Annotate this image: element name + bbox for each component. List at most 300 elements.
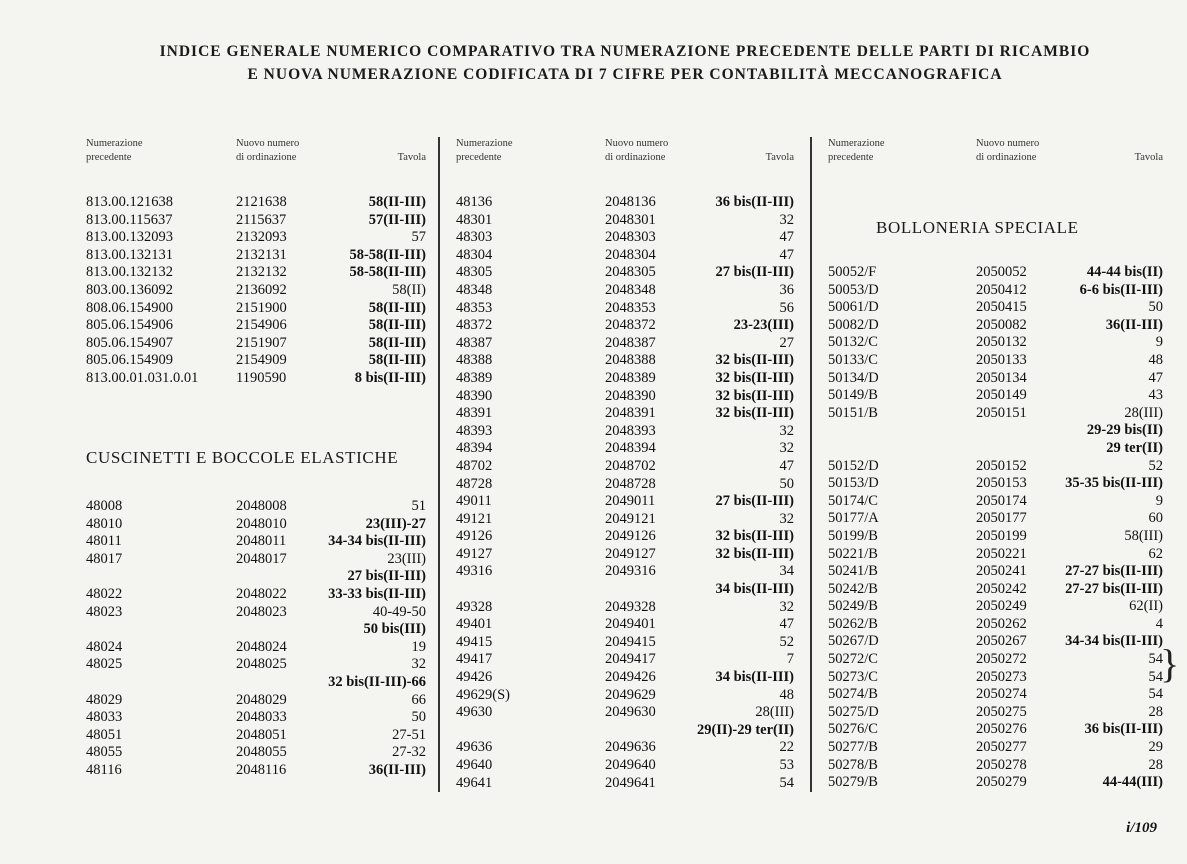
previous-number: 50272/C bbox=[828, 651, 878, 668]
table-ref: 19 bbox=[411, 638, 426, 655]
table-row bbox=[456, 687, 794, 705]
new-order-number: 2050279 bbox=[976, 774, 1027, 791]
new-order-number: 2049011 bbox=[605, 493, 656, 510]
new-order-number: 2048372 bbox=[605, 317, 656, 334]
table-row bbox=[456, 264, 794, 282]
table-ref: 32 bis(II-III) bbox=[715, 387, 794, 404]
previous-number: 48391 bbox=[456, 405, 493, 422]
table-ref: 43 bbox=[1148, 387, 1163, 404]
table-row bbox=[828, 422, 1163, 440]
header-prev-2: precedente bbox=[456, 152, 502, 163]
new-order-number: 2050262 bbox=[976, 615, 1027, 632]
table-ref: 33-33 bis(II-III) bbox=[328, 585, 426, 602]
table-row bbox=[86, 317, 426, 335]
new-order-number: 2049641 bbox=[605, 774, 656, 791]
table-row bbox=[828, 334, 1163, 352]
new-order-number: 2049126 bbox=[605, 528, 656, 545]
previous-number: 50279/B bbox=[828, 774, 878, 791]
table-ref: 58(II) bbox=[392, 281, 426, 298]
table-row bbox=[456, 282, 794, 300]
table-ref: 57 bbox=[411, 229, 426, 246]
new-order-number: 2132131 bbox=[236, 246, 287, 263]
table-ref: 40-49-50 bbox=[372, 603, 426, 620]
previous-number: 48353 bbox=[456, 299, 493, 316]
previous-number: 50151/B bbox=[828, 404, 878, 421]
table-row bbox=[456, 493, 794, 511]
section-title-cuscinetti: CUSCINETTI E BOCCOLE ELASTICHE bbox=[86, 448, 399, 467]
table-ref: 48 bbox=[779, 686, 794, 703]
table-row bbox=[86, 533, 426, 551]
table-ref: 34-34 bis(II-III) bbox=[328, 533, 426, 550]
table-row bbox=[456, 722, 794, 740]
table-row bbox=[456, 476, 794, 494]
new-order-number: 2049629 bbox=[605, 686, 656, 703]
new-order-number: 2048394 bbox=[605, 440, 656, 457]
new-order-number: 2048353 bbox=[605, 299, 656, 316]
table-row bbox=[828, 774, 1163, 792]
table-ref: 4 bbox=[1155, 615, 1163, 632]
previous-number: 49328 bbox=[456, 598, 493, 615]
previous-number: 48303 bbox=[456, 229, 493, 246]
new-order-number: 2050267 bbox=[976, 633, 1027, 650]
table-ref: 34-34 bis(II-III) bbox=[1065, 633, 1163, 650]
previous-number: 48728 bbox=[456, 475, 493, 492]
table-row bbox=[456, 581, 794, 599]
table-ref: 36 bis(II-III) bbox=[1084, 721, 1163, 738]
table-ref: 47 bbox=[779, 246, 794, 263]
table-ref: 9 bbox=[1155, 334, 1163, 351]
table-ref: 27-27 bis(II-III) bbox=[1065, 563, 1163, 580]
previous-number: 48055 bbox=[86, 744, 123, 761]
table-row bbox=[456, 669, 794, 687]
table-ref: 48 bbox=[1148, 351, 1163, 368]
new-order-number: 2050272 bbox=[976, 651, 1027, 668]
previous-number: 50174/C bbox=[828, 492, 878, 509]
table-row bbox=[828, 282, 1163, 300]
table-ref: 66 bbox=[411, 691, 426, 708]
table-row bbox=[86, 709, 426, 727]
previous-number: 805.06.154909 bbox=[86, 352, 173, 369]
table-row bbox=[828, 704, 1163, 722]
table-ref: 32 bbox=[779, 598, 794, 615]
index-table-1b bbox=[86, 498, 426, 780]
new-order-number: 2050149 bbox=[976, 387, 1027, 404]
page-title-line1: INDICE GENERALE NUMERICO COMPARATIVO TRA NUMERAZIONE PRECEDENTE DELLE PARTI DI RICAMBIO bbox=[159, 43, 1091, 60]
table-row bbox=[456, 528, 794, 546]
new-order-number: 2050242 bbox=[976, 580, 1027, 597]
table-row bbox=[86, 516, 426, 534]
table-row bbox=[828, 686, 1163, 704]
page-title-line2: E NUOVA NUMERAZIONE CODIFICATA DI 7 CIFRE PER CONTABILITÀ MECCANOGRAFICA bbox=[247, 66, 1003, 83]
new-order-number: 2048387 bbox=[605, 334, 656, 351]
new-order-number: 2048010 bbox=[236, 515, 287, 532]
new-order-number: 2048305 bbox=[605, 264, 656, 281]
table-ref: 27-27 bis(II-III) bbox=[1065, 580, 1163, 597]
previous-number: 49415 bbox=[456, 633, 493, 650]
previous-number: 813.00.115637 bbox=[86, 211, 173, 228]
new-order-number: 2050082 bbox=[976, 316, 1027, 333]
previous-number: 50152/D bbox=[828, 457, 879, 474]
previous-number: 50242/B bbox=[828, 580, 878, 597]
previous-number: 50153/D bbox=[828, 475, 879, 492]
table-row bbox=[86, 247, 426, 265]
table-row bbox=[456, 370, 794, 388]
brace-mark: } bbox=[1160, 641, 1180, 686]
previous-number: 49127 bbox=[456, 545, 493, 562]
table-row bbox=[456, 757, 794, 775]
table-row bbox=[86, 498, 426, 516]
previous-number: 50133/C bbox=[828, 351, 878, 368]
table-row bbox=[456, 704, 794, 722]
table-row bbox=[456, 458, 794, 476]
table-ref: 23-23(III) bbox=[733, 317, 794, 334]
table-ref: 58(II-III) bbox=[368, 299, 426, 316]
new-order-number: 2121638 bbox=[236, 194, 287, 210]
new-order-number: 2154906 bbox=[236, 317, 287, 334]
page-number: i/109 bbox=[1126, 820, 1157, 836]
header-prev-1: Numerazione bbox=[828, 138, 885, 149]
previous-number: 50053/D bbox=[828, 281, 879, 298]
table-ref: 29(II)-29 ter(II) bbox=[696, 721, 794, 738]
new-order-number: 2048388 bbox=[605, 352, 656, 369]
table-row bbox=[456, 300, 794, 318]
table-ref: 27 bis(II-III) bbox=[715, 493, 794, 510]
table-ref: 32 bis(II-III)-66 bbox=[328, 673, 426, 690]
new-order-number: 2049121 bbox=[605, 510, 656, 527]
new-order-number: 2136092 bbox=[236, 281, 287, 298]
table-ref: 34 bis(II-III) bbox=[715, 581, 794, 598]
new-order-number: 1190590 bbox=[236, 369, 287, 386]
table-ref: 29-29 bis(II) bbox=[1086, 422, 1163, 439]
previous-number: 50199/B bbox=[828, 527, 878, 544]
previous-number: 50082/D bbox=[828, 316, 879, 333]
previous-number: 49426 bbox=[456, 669, 493, 686]
previous-number: 50274/B bbox=[828, 686, 878, 703]
table-ref: 58(II-III) bbox=[368, 317, 426, 334]
previous-number: 49417 bbox=[456, 651, 493, 668]
table-row bbox=[828, 721, 1163, 739]
table-row bbox=[828, 633, 1163, 651]
previous-number: 48372 bbox=[456, 317, 493, 334]
table-ref: 62 bbox=[1148, 545, 1163, 562]
previous-number: 49401 bbox=[456, 616, 493, 633]
table-row bbox=[456, 352, 794, 370]
new-order-number: 2048136 bbox=[605, 194, 656, 210]
previous-number: 50262/B bbox=[828, 615, 878, 632]
table-ref: 32 bbox=[779, 211, 794, 228]
previous-number: 48389 bbox=[456, 369, 493, 386]
previous-number: 49121 bbox=[456, 510, 493, 527]
new-order-number: 2050275 bbox=[976, 703, 1027, 720]
new-order-number: 2049640 bbox=[605, 757, 656, 773]
previous-number: 48011 bbox=[86, 533, 122, 550]
new-order-number: 2049328 bbox=[605, 598, 656, 615]
table-row bbox=[828, 458, 1163, 476]
table-row bbox=[456, 775, 794, 793]
previous-number: 805.06.154906 bbox=[86, 317, 173, 334]
table-row bbox=[828, 370, 1163, 388]
table-row bbox=[456, 511, 794, 529]
table-row bbox=[86, 212, 426, 230]
table-row bbox=[828, 405, 1163, 423]
new-order-number: 2115637 bbox=[236, 211, 287, 228]
table-ref: 28(III) bbox=[1124, 404, 1163, 421]
table-ref: 7 bbox=[786, 651, 794, 668]
previous-number: 48023 bbox=[86, 603, 123, 620]
table-ref: 27-51 bbox=[392, 726, 426, 743]
header-prev-2: precedente bbox=[828, 152, 874, 163]
previous-number: 48387 bbox=[456, 334, 493, 351]
table-row bbox=[86, 370, 426, 388]
table-ref: 8 bis(II-III) bbox=[354, 369, 426, 386]
column-header bbox=[828, 138, 1163, 168]
new-order-number: 2050221 bbox=[976, 545, 1027, 562]
table-ref: 36(II-III) bbox=[1105, 316, 1163, 333]
table-row bbox=[828, 493, 1163, 511]
table-ref: 36 bis(II-III) bbox=[715, 194, 794, 210]
table-ref: 28(III) bbox=[755, 704, 794, 721]
new-order-number: 2154909 bbox=[236, 352, 287, 369]
new-order-number: 2050133 bbox=[976, 351, 1027, 368]
table-row bbox=[86, 300, 426, 318]
previous-number: 50134/D bbox=[828, 369, 879, 386]
table-row bbox=[456, 739, 794, 757]
previous-number: 48305 bbox=[456, 264, 493, 281]
table-ref: 50 bbox=[411, 709, 426, 726]
table-row bbox=[828, 651, 1163, 669]
table-row bbox=[456, 335, 794, 353]
table-ref: 54 bbox=[1148, 651, 1163, 668]
table-row bbox=[86, 551, 426, 569]
table-row bbox=[828, 616, 1163, 634]
previous-number: 808.06.154900 bbox=[86, 299, 173, 316]
index-table-3 bbox=[828, 264, 1163, 792]
table-row bbox=[86, 229, 426, 247]
table-row bbox=[828, 563, 1163, 581]
previous-number: 50277/B bbox=[828, 739, 878, 756]
new-order-number: 2050132 bbox=[976, 334, 1027, 351]
new-order-number: 2048116 bbox=[236, 761, 287, 778]
table-ref: 27 bis(II-III) bbox=[347, 568, 426, 585]
table-ref: 36(II-III) bbox=[368, 761, 426, 778]
table-row bbox=[86, 744, 426, 762]
index-table-2 bbox=[456, 194, 794, 792]
table-ref: 32 bis(II-III) bbox=[715, 545, 794, 562]
new-order-number: 2050278 bbox=[976, 756, 1027, 773]
table-row bbox=[828, 546, 1163, 564]
previous-number: 48702 bbox=[456, 457, 493, 474]
new-order-number: 2048348 bbox=[605, 281, 656, 298]
new-order-number: 2048025 bbox=[236, 656, 287, 673]
new-order-number: 2050174 bbox=[976, 492, 1027, 509]
previous-number: 813.00.01.031.0.01 bbox=[86, 369, 199, 386]
new-order-number: 2048303 bbox=[605, 229, 656, 246]
new-order-number: 2050415 bbox=[976, 299, 1027, 316]
section-title-bolloneria: BOLLONERIA SPECIALE bbox=[876, 218, 1079, 237]
table-ref: 47 bbox=[779, 229, 794, 246]
header-table: Tavola bbox=[765, 152, 794, 163]
new-order-number: 2049316 bbox=[605, 563, 656, 580]
previous-number: 50267/D bbox=[828, 633, 879, 650]
new-order-number: 2048022 bbox=[236, 585, 287, 602]
header-prev-1: Numerazione bbox=[456, 138, 513, 149]
table-row bbox=[456, 405, 794, 423]
new-order-number: 2049401 bbox=[605, 616, 656, 633]
column-1 bbox=[86, 138, 426, 386]
new-order-number: 2048304 bbox=[605, 246, 656, 263]
table-ref: 58-58(II-III) bbox=[349, 264, 426, 281]
table-ref: 44-44 bis(II) bbox=[1086, 264, 1163, 280]
previous-number: 49011 bbox=[456, 493, 492, 510]
previous-number: 813.00.132131 bbox=[86, 246, 173, 263]
table-ref: 29 bbox=[1148, 739, 1163, 756]
previous-number: 50276/C bbox=[828, 721, 878, 738]
previous-number: 50132/C bbox=[828, 334, 878, 351]
previous-number: 48390 bbox=[456, 387, 493, 404]
table-ref: 56 bbox=[779, 299, 794, 316]
previous-number: 48304 bbox=[456, 246, 493, 263]
previous-number: 48017 bbox=[86, 550, 123, 567]
table-ref: 32 bbox=[779, 440, 794, 457]
table-row bbox=[86, 194, 426, 212]
table-row bbox=[86, 639, 426, 657]
table-ref: 23(III)-27 bbox=[365, 515, 426, 532]
previous-number: 49636 bbox=[456, 739, 493, 756]
table-ref: 50 bis(III) bbox=[363, 621, 426, 638]
table-row bbox=[456, 247, 794, 265]
previous-number: 49630 bbox=[456, 704, 493, 721]
new-order-number: 2050177 bbox=[976, 510, 1027, 527]
table-ref: 53 bbox=[779, 757, 794, 773]
table-row bbox=[828, 352, 1163, 370]
previous-number: 50275/D bbox=[828, 703, 879, 720]
table-ref: 32 bbox=[779, 510, 794, 527]
previous-number: 50177/A bbox=[828, 510, 879, 527]
previous-number: 50149/B bbox=[828, 387, 878, 404]
new-order-number: 2050274 bbox=[976, 686, 1027, 703]
new-order-number: 2050277 bbox=[976, 739, 1027, 756]
header-new-1: Nuovo numero bbox=[236, 138, 300, 149]
new-order-number: 2048391 bbox=[605, 405, 656, 422]
table-row bbox=[456, 229, 794, 247]
column-divider bbox=[438, 137, 440, 792]
table-ref: 54 bbox=[1148, 686, 1163, 703]
table-ref: 52 bbox=[1148, 457, 1163, 474]
table-ref: 34 bis(II-III) bbox=[715, 669, 794, 686]
new-order-number: 2050199 bbox=[976, 527, 1027, 544]
table-ref: 32 bis(II-III) bbox=[715, 405, 794, 422]
table-row bbox=[828, 739, 1163, 757]
new-order-number: 2048024 bbox=[236, 638, 287, 655]
table-row bbox=[828, 440, 1163, 458]
table-row bbox=[828, 264, 1163, 282]
table-row bbox=[86, 656, 426, 674]
previous-number: 50273/C bbox=[828, 668, 878, 685]
previous-number: 49316 bbox=[456, 563, 493, 580]
table-ref: 32 bbox=[779, 422, 794, 439]
table-ref: 28 bbox=[1148, 756, 1163, 773]
column-3 bbox=[828, 138, 1163, 168]
table-ref: 57(II-III) bbox=[368, 211, 426, 228]
new-order-number: 2048033 bbox=[236, 709, 287, 726]
previous-number: 813.00.121638 bbox=[86, 194, 173, 210]
previous-number: 50278/B bbox=[828, 756, 878, 773]
table-ref: 54 bbox=[1148, 668, 1163, 685]
table-row bbox=[456, 634, 794, 652]
index-table-1 bbox=[86, 194, 426, 388]
table-row bbox=[456, 563, 794, 581]
table-ref: 23(III) bbox=[387, 550, 426, 567]
new-order-number: 2049127 bbox=[605, 545, 656, 562]
previous-number: 48394 bbox=[456, 440, 493, 457]
new-order-number: 2151900 bbox=[236, 299, 287, 316]
table-row bbox=[86, 727, 426, 745]
new-order-number: 2151907 bbox=[236, 334, 287, 351]
header-new-1: Nuovo numero bbox=[976, 138, 1040, 149]
table-row bbox=[86, 568, 426, 586]
previous-number: 48024 bbox=[86, 638, 123, 655]
new-order-number: 2048051 bbox=[236, 726, 287, 743]
table-ref: 36 bbox=[779, 281, 794, 298]
previous-number: 48033 bbox=[86, 709, 123, 726]
new-order-number: 2048017 bbox=[236, 550, 287, 567]
new-order-number: 2048055 bbox=[236, 744, 287, 761]
previous-number: 48010 bbox=[86, 515, 123, 532]
table-row bbox=[456, 651, 794, 669]
previous-number: 48136 bbox=[456, 194, 493, 210]
table-row bbox=[456, 212, 794, 230]
new-order-number: 2050241 bbox=[976, 563, 1027, 580]
table-ref: 27 bis(II-III) bbox=[715, 264, 794, 281]
new-order-number: 2049417 bbox=[605, 651, 656, 668]
new-order-number: 2132132 bbox=[236, 264, 287, 281]
new-order-number: 2048702 bbox=[605, 457, 656, 474]
new-order-number: 2048728 bbox=[605, 475, 656, 492]
table-row bbox=[828, 317, 1163, 335]
table-ref: 44-44(III) bbox=[1102, 774, 1163, 791]
new-order-number: 2049630 bbox=[605, 704, 656, 721]
previous-number: 50241/B bbox=[828, 563, 878, 580]
table-row bbox=[456, 317, 794, 335]
previous-number: 48301 bbox=[456, 211, 493, 228]
new-order-number: 2050134 bbox=[976, 369, 1027, 386]
previous-number: 48116 bbox=[86, 761, 122, 778]
new-order-number: 2050052 bbox=[976, 264, 1027, 280]
table-row bbox=[828, 475, 1163, 493]
table-row bbox=[828, 669, 1163, 687]
table-ref: 6-6 bis(II-III) bbox=[1079, 281, 1163, 298]
table-row bbox=[456, 388, 794, 406]
previous-number: 805.06.154907 bbox=[86, 334, 173, 351]
table-row bbox=[456, 616, 794, 634]
table-ref: 32 bis(II-III) bbox=[715, 369, 794, 386]
table-row bbox=[456, 423, 794, 441]
column-header bbox=[456, 138, 794, 168]
previous-number: 48388 bbox=[456, 352, 493, 369]
header-new-2: di ordinazione bbox=[605, 152, 666, 163]
column-header bbox=[86, 138, 426, 168]
previous-number: 50061/D bbox=[828, 299, 879, 316]
table-ref: 22 bbox=[779, 739, 794, 756]
table-row bbox=[86, 264, 426, 282]
previous-number: 48051 bbox=[86, 726, 123, 743]
table-ref: 9 bbox=[1155, 492, 1163, 509]
header-new-2: di ordinazione bbox=[976, 152, 1037, 163]
table-row bbox=[828, 299, 1163, 317]
table-ref: 32 bis(II-III) bbox=[715, 352, 794, 369]
previous-number: 48025 bbox=[86, 656, 123, 673]
table-row bbox=[86, 335, 426, 353]
